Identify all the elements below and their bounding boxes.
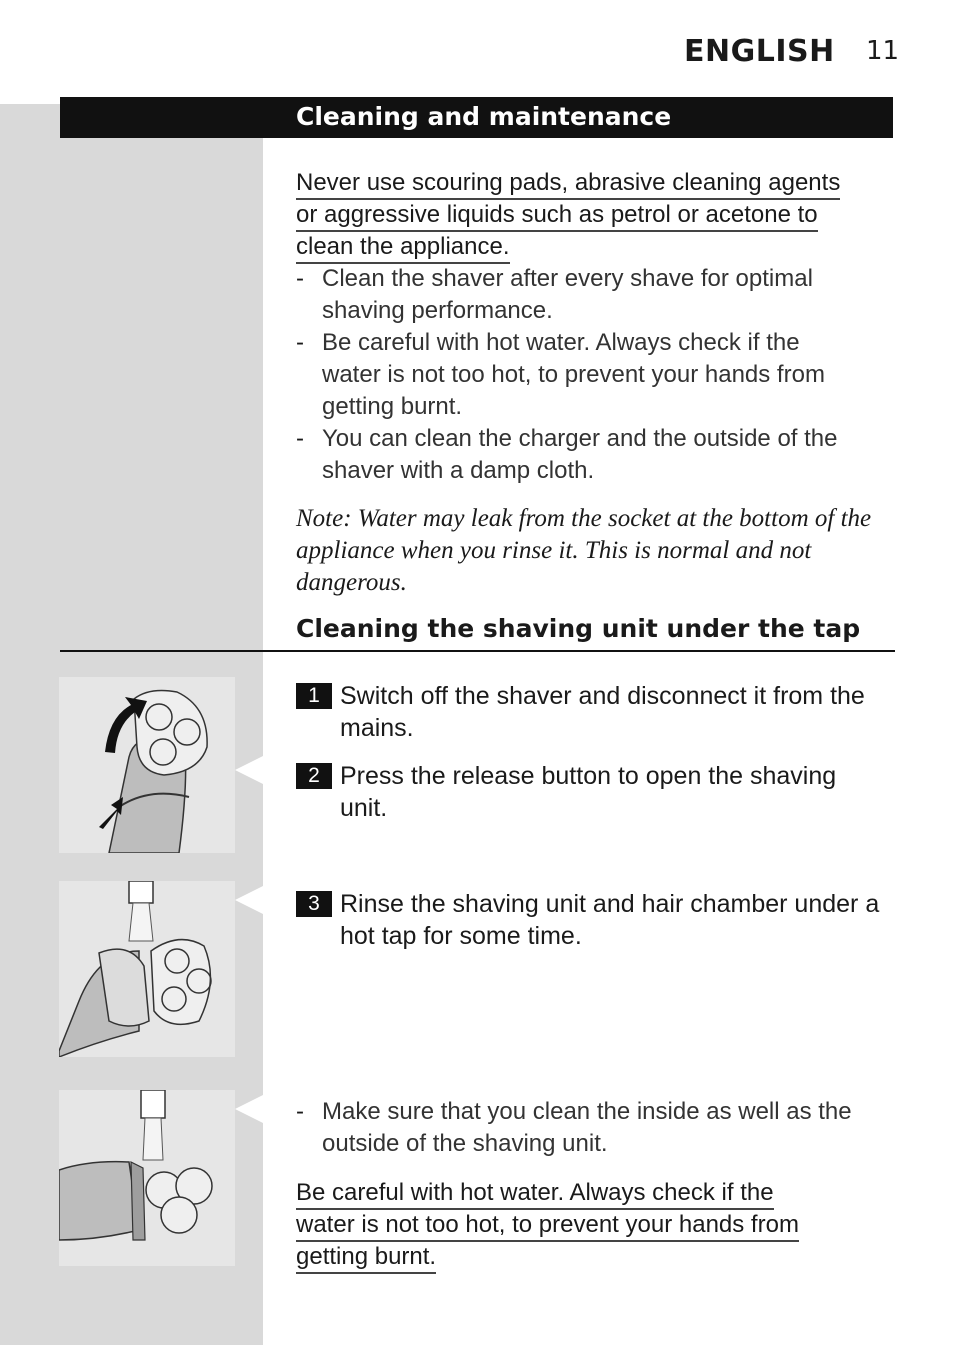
section-title: Cleaning and maintenance <box>296 102 672 131</box>
step-text: Switch off the shaver and disconnect it from the mains. <box>340 682 865 742</box>
illustration-rinse-unit <box>59 881 235 1057</box>
warning-line: water is not too hot, to prevent your hands from <box>296 1211 799 1242</box>
step-text: Press the release button to open the shaving unit. <box>340 762 837 822</box>
bullet-item <box>296 423 886 487</box>
bullet-dash: - <box>296 1098 304 1125</box>
divider-rule <box>60 650 895 652</box>
warning-line: Never use scouring pads, abrasive cleaning agents <box>296 169 840 200</box>
bullet-line: You can clean the charger and the outside of the <box>322 425 838 452</box>
bullet-line: water is not too hot, to prevent your hands from <box>322 361 825 388</box>
step-item <box>296 680 886 744</box>
bullet-dash: - <box>296 265 304 292</box>
illustration-open-shaver <box>59 677 235 853</box>
page-number: 11 <box>866 36 900 66</box>
bullet-line: Clean the shaver after every shave for optimal <box>322 265 813 292</box>
bullet-item <box>296 327 886 423</box>
bullet-line: Be careful with hot water. Always check if the <box>322 329 800 356</box>
subheading: Cleaning the shaving unit under the tap <box>296 614 861 643</box>
step-number: 1 <box>296 683 332 709</box>
step-text: Rinse the shaving unit and hair chamber under a hot tap for some time. <box>340 890 880 950</box>
step-item <box>296 888 886 952</box>
bullet-dash: - <box>296 425 304 452</box>
step-number: 3 <box>296 891 332 917</box>
bullet-item <box>296 1096 886 1160</box>
bullet-line: shaving performance. <box>322 297 553 324</box>
warning-line: clean the appliance. <box>296 233 510 264</box>
warning-block <box>296 1177 886 1273</box>
warning-line: getting burnt. <box>296 1243 436 1274</box>
bullet-line: getting burnt. <box>322 393 463 420</box>
language-label: ENGLISH <box>684 34 835 69</box>
pointer-notch <box>235 1095 263 1123</box>
note-text: Note: Water may leak from the socket at the bottom of the appliance when you rinse it. This is normal and not dangerous. <box>296 505 872 596</box>
pointer-notch <box>235 756 263 784</box>
warning-block <box>296 167 886 263</box>
pointer-notch <box>235 886 263 914</box>
step-item <box>296 760 886 824</box>
bullet-line: shaver with a damp cloth. <box>322 457 595 484</box>
step-number: 2 <box>296 763 332 789</box>
warning-line: Be careful with hot water. Always check if the <box>296 1179 774 1210</box>
bullet-item <box>296 263 886 327</box>
bullet-line: outside of the shaving unit. <box>322 1130 608 1157</box>
bullet-line: Make sure that you clean the inside as well as the <box>322 1098 852 1125</box>
warning-line: or aggressive liquids such as petrol or acetone to <box>296 201 818 232</box>
bullet-dash: - <box>296 329 304 356</box>
illustration-rinse-outside <box>59 1090 235 1266</box>
